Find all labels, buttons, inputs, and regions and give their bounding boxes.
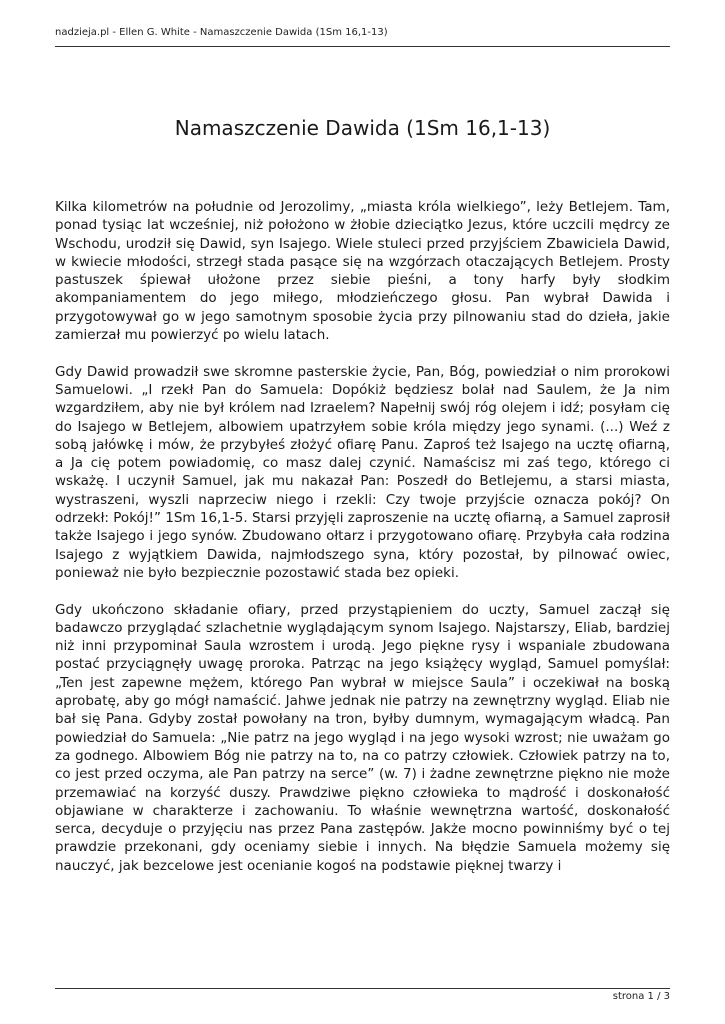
page-header: nadzieja.pl - Ellen G. White - Namaszczenie Dawida (1Sm 16,1-13) xyxy=(55,27,388,38)
footer-divider xyxy=(55,988,670,989)
body-paragraph: Kilka kilometrów na południe od Jerozolimy, „miasta króla wielkiego”, leży Betlejem. Tam, ponad tysiąc lat wcześniej, niż położono w żłobie dzieciątko Jezus, które uczcili mędrcy ze Wschodu, urodził się Dawid, syn Isajego. Wiele stuleci przed przyjściem Zbawiciela Dawid, w kwiecie młodości, strzegł stada pasące się na wzgórzach otaczających Betlejem. Prosty pastuszek śpiewał ułożone przez siebie pieśni, a tony harfy były słodkim akompaniamentem do jego miłego, młodzieńczego głosu. Pan wybrał Dawida i przygotowywał go w jego samotnym sposobie życia przy pilnowaniu stad do dzieła, jakie zamierzał mu powierzyć po wielu latach. xyxy=(55,199,670,344)
body-paragraph: Gdy ukończono składanie ofiary, przed przystąpieniem do uczty, Samuel zaczął się badawczo przyglądać szlachetnie wyglądającym synom Isajego. Najstarszy, Eliab, bardziej niż inni przypominał Saula wzrostem i urodą. Jego piękne rysy i wspaniale zbudowana postać przyciągnęły uwagę proroka. Patrząc na jego książęcy wygląd, Samuel pomyślał: „Ten jest zapewne mężem, którego Pan wybrał w miejsce Saula” i oczekiwał na boską aprobatę, aby go mógł namaścić. Jahwe jednak nie patrzy na zewnętrzny wygląd. Eliab nie bał się Pana. Gdyby został powołany na tron, byłby dumnym, wymagającym władcą. Pan powiedział do Samuela: „Nie patrz na jego wygląd i na jego wysoki wzrost; nie uważam go za godnego. Albowiem Bóg nie patrzy na to, na co patrzy człowiek. Człowiek patrzy na to, co jest przed oczyma, ale Pan patrzy na serce” (w. 7) i żadne zewnętrzne piękno nie może przemawiać na korzyść duszy. Prawdziwe piękno człowieka to mądrość i doskonałość objawiane w charakterze i zachowaniu. To właśnie wewnętrzna wartość, doskonałość serca, decyduje o przyjęciu nas przez Pana zastępów. Jakże mocno powinniśmy być o tej prawdzie przekonani, gdy oceniamy siebie i innych. Na błędzie Samuela możemy się nauczyć, jak bezcelowe jest ocenianie kogoś na podstawie pięknej twarzy i xyxy=(55,601,670,874)
page-number: strona 1 / 3 xyxy=(612,991,670,1002)
header-divider xyxy=(55,46,670,47)
body-paragraph: Gdy Dawid prowadził swe skromne pasterskie życie, Pan, Bóg, powiedział o nim prorokowi Samuelowi. „I rzekł Pan do Samuela: Dopókiż będziesz bolał nad Saulem, że Ja nim wzgardziłem, aby nie był królem nad Izraelem? Napełnij swój róg olejem i idź; posyłam cię do Isajego w Betlejem, albowiem upatrzyłem sobie króla między jego synami. (...) Weź z sobą jałówkę i mów, że przybyłeś złożyć ofiarę Panu. Zaproś też Isajego na ucztę ofiarną, a Ja cię potem powiadomię, co masz dalej czynić. Namaścisz mi zaś tego, którego ci wskażę. I uczynił Samuel, jak mu nakazał Pan: Poszedł do Betlejemu, a starsi miasta, wystraszeni, wyszli naprzeciw niego i rzekli: Czy twoje przyjście oznacza pokój? On odrzekł: Pokój!” 1Sm 16,1-5. Starsi przyjęli zaproszenie na ucztę ofiarną, a Samuel zaprosił także Isajego i jego synów. Zbudowano ołtarz i przygotowano ofiarę. Przybyła cała rodzina Isajego z wyjątkiem Dawida, najmłodszego syna, który pozostał, by pilnować owiec, ponieważ nie było bezpiecznie pozostawić stada bez opieki. xyxy=(55,363,670,581)
document-title: Namaszczenie Dawida (1Sm 16,1-13) xyxy=(174,116,551,140)
document-body xyxy=(55,198,670,936)
